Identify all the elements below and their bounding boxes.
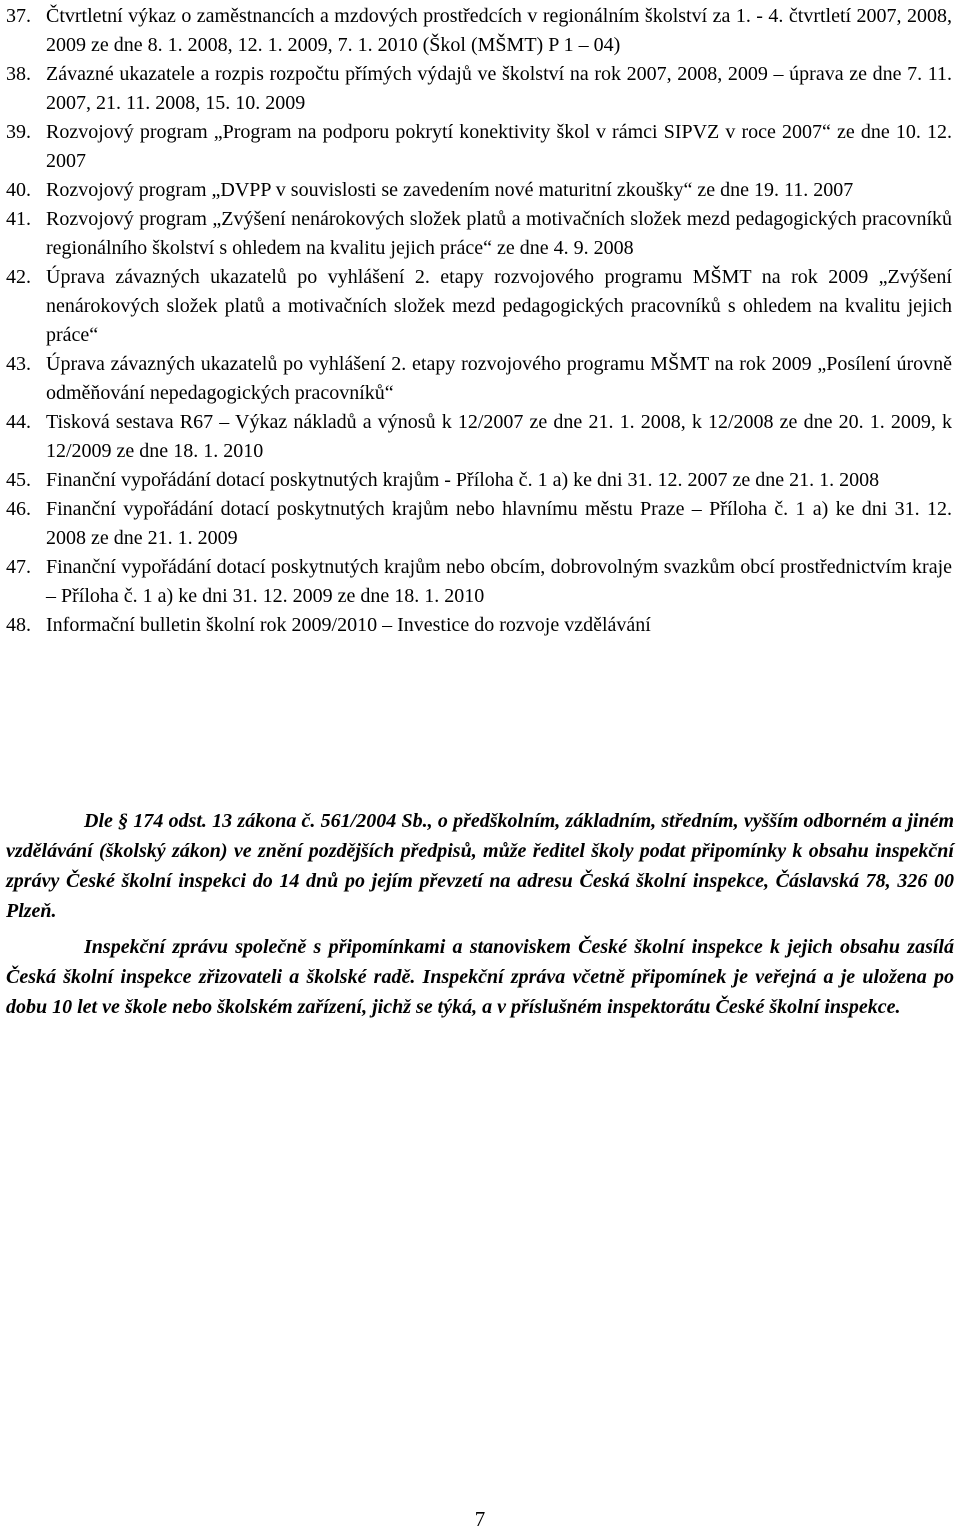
list-item xyxy=(6,60,952,118)
item-number: 43. xyxy=(6,353,31,375)
item-number: 44. xyxy=(6,411,31,433)
legal-notice-paragraph: Dle § 174 odst. 13 zákona č. 561/2004 Sb., o předškolním, základním, středním, vyšším odborném a jiném vzdělávání (školský zákon) ve znění pozdějších předpisů, může ředitel školy podat připomínky k obsahu inspekční zprávy České školní inspekci do 14 dnů po jejím převzetí na adresu Česká školní inspekce, Čáslavská 78, 326 00 Plzeň. xyxy=(6,810,954,922)
item-text: Závazné ukazatele a rozpis rozpočtu přímých výdajů ve školství na rok 2007, 2008, 2009 – úprava ze dne 7. 11. 2007, 21. 11. 2008, 15. 10. 2009 xyxy=(46,63,952,114)
inspection-report-paragraph: Inspekční zprávu společně s připomínkami a stanoviskem České školní inspekce k jejich obsahu zasílá Česká školní inspekce zřizovateli a školské radě. Inspekční zpráva včetně připomínek je veřejná a je uložena po dobu 10 let ve škole nebo školském zařízení, jichž se týká, a v příslušném inspektorátu České školní inspekce. xyxy=(6,936,954,1018)
list-item xyxy=(6,118,952,176)
item-number: 48. xyxy=(6,614,31,636)
list-item xyxy=(6,408,952,466)
item-text: Čtvrtletní výkaz o zaměstnancích a mzdových prostředcích v regionálním školství za 1. - 4. čtvrtletí 2007, 2008, 2009 ze dne 8. 1. 2008, 12. 1. 2009, 7. 1. 2010 (Škol (MŠMT) P 1 – 04) xyxy=(46,5,952,56)
item-text: Finanční vypořádání dotací poskytnutých krajům nebo hlavnímu městu Praze – Příloha č. 1 a) ke dni 31. 12. 2008 ze dne 21. 1. 2009 xyxy=(46,498,952,549)
item-number: 42. xyxy=(6,266,31,288)
item-number: 38. xyxy=(6,63,31,85)
list-item xyxy=(6,611,952,640)
item-text: Rozvojový program „Zvýšení nenárokových složek platů a motivačních složek mezd pedagogických pracovníků regionálního školství s ohledem na kvalitu jejich práce“ ze dne 4. 9. 2008 xyxy=(46,208,952,259)
item-number: 37. xyxy=(6,5,31,27)
item-text: Rozvojový program „DVPP v souvislosti se zavedením nové maturitní zkoušky“ ze dne 19. 11. 2007 xyxy=(46,179,854,201)
item-text: Informační bulletin školní rok 2009/2010 – Investice do rozvoje vzdělávání xyxy=(46,614,651,636)
item-number: 47. xyxy=(6,556,31,578)
page-number: 7 xyxy=(474,1507,486,1531)
item-number: 45. xyxy=(6,469,31,491)
item-number: 40. xyxy=(6,179,31,201)
item-number: 41. xyxy=(6,208,31,230)
item-number: 46. xyxy=(6,498,31,520)
list-item xyxy=(6,553,952,611)
list-item xyxy=(6,495,952,553)
item-number: 39. xyxy=(6,121,31,143)
list-item xyxy=(6,2,952,60)
list-item xyxy=(6,466,952,495)
attachment-list xyxy=(6,2,952,640)
item-text: Rozvojový program „Program na podporu pokrytí konektivity škol v rámci SIPVZ v roce 2007“ ze dne 10. 12. 2007 xyxy=(46,121,952,172)
item-text: Úprava závazných ukazatelů po vyhlášení 2. etapy rozvojového programu MŠMT na rok 2009 „Zvýšení nenárokových složek platů a motivačních složek mezd pedagogických pracovníků s ohledem na kvalitu jejich práce“ xyxy=(46,266,952,346)
list-item xyxy=(6,176,952,205)
item-text: Finanční vypořádání dotací poskytnutých krajům nebo obcím, dobrovolným svazkům obcí prostřednictvím kraje – Příloha č. 1 a) ke dni 31. 12. 2009 ze dne 18. 1. 2010 xyxy=(46,556,952,607)
item-text: Tisková sestava R67 – Výkaz nákladů a výnosů k 12/2007 ze dne 21. 1. 2008, k 12/2008 ze dne 20. 1. 2009, k 12/2009 ze dne 18. 1. 2010 xyxy=(46,411,952,462)
item-text: Úprava závazných ukazatelů po vyhlášení 2. etapy rozvojového programu MŠMT na rok 2009 „Posílení úrovně odměňování nepedagogických pracovníků“ xyxy=(46,353,952,404)
list-item xyxy=(6,205,952,263)
list-item xyxy=(6,350,952,408)
item-text: Finanční vypořádání dotací poskytnutých krajům - Příloha č. 1 a) ke dni 31. 12. 2007 ze dne 21. 1. 2008 xyxy=(46,469,880,491)
list-item xyxy=(6,263,952,350)
